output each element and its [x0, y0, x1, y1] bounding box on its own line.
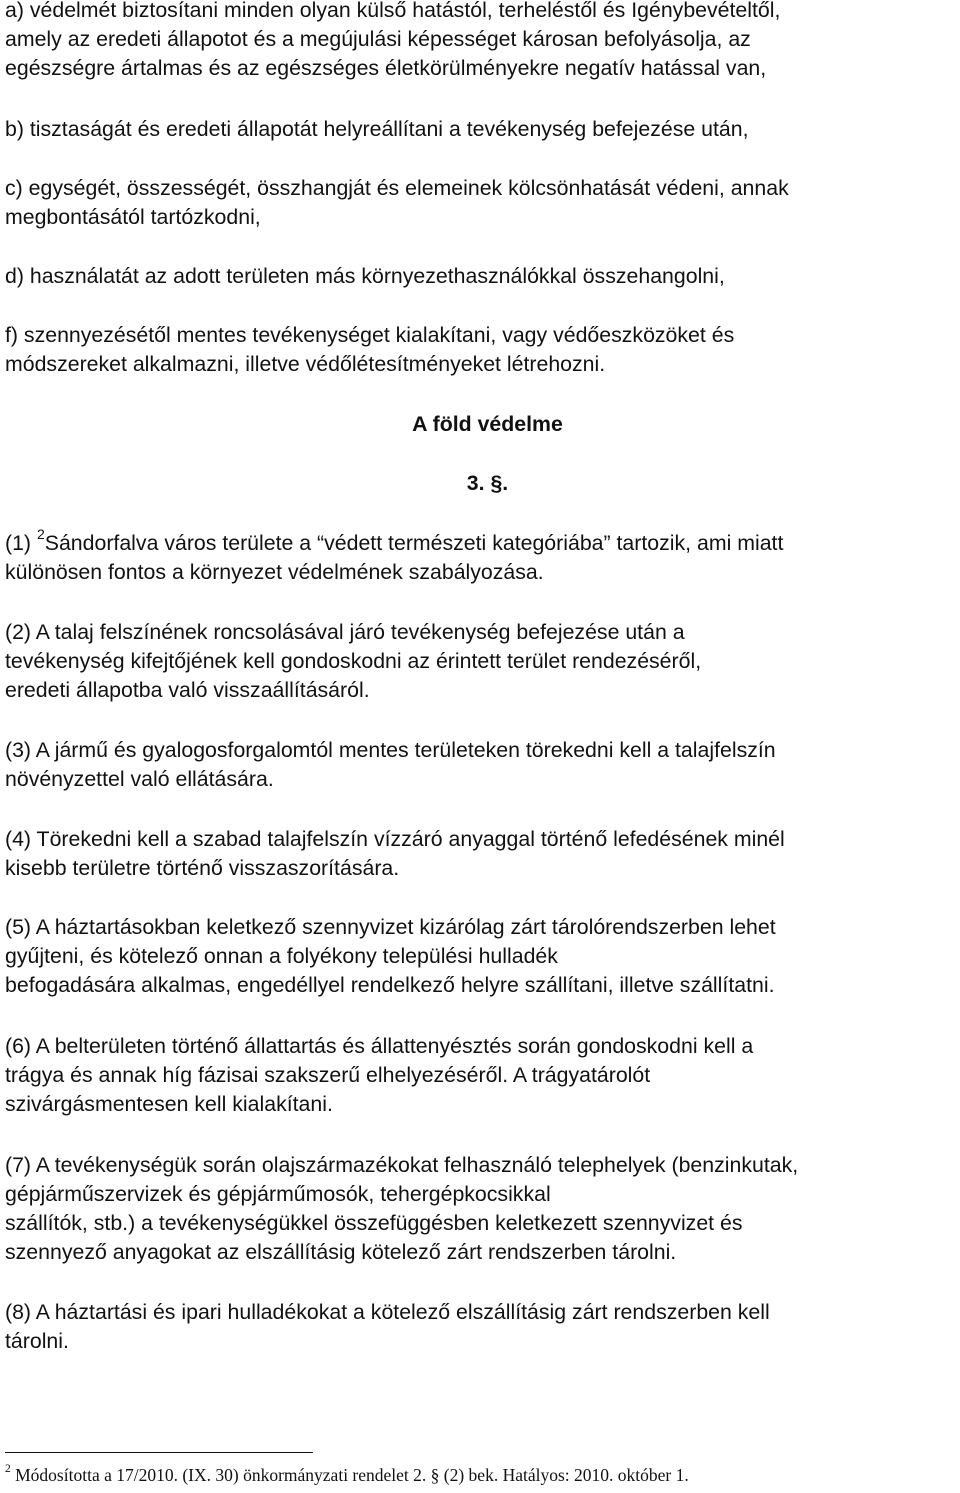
text-run: Sándorfalva város területe a “védett természeti kategóriába” tartozik, ami miatt: [44, 531, 784, 555]
text-line: szivárgásmentesen kell kialakítani.: [5, 1092, 333, 1116]
footnote-text: Módosította a 17/2010. (IX. 30) önkormányzati rendelet 2. § (2) bek. Hatályos: 2010. október 1.: [10, 1465, 689, 1485]
text-line: eredeti állapotba való visszaállításáról.: [5, 678, 370, 702]
paragraph-6: [5, 1032, 955, 1119]
text-line: (7) A tevékenységük során olajszármazékokat felhasználó telephelyek (benzinkutak,: [5, 1153, 799, 1177]
paragraph-2: [5, 618, 955, 705]
paragraph-8: [5, 1298, 955, 1356]
text-line: (3) A jármű és gyalogosforgalomtól mentes területeken törekedni kell a talajfelszín: [5, 738, 776, 762]
text-line: (5) A háztartásokban keletkező szennyvizet kizárólag zárt tárolórendszerben lehet: [5, 915, 776, 939]
text-line: b) tisztaságát és eredeti állapotát helyreállítani a tevékenység befejezése után,: [5, 117, 749, 141]
text-line: (8) A háztartási és ipari hulladékokat a kötelező elszállításig zárt rendszerben kell: [5, 1300, 770, 1324]
list-item-c: [5, 174, 955, 232]
paragraph-3: [5, 736, 955, 794]
text-line: a) védelmét biztosítani minden olyan külső hatástól, terheléstől és Igénybevételtől,: [5, 0, 781, 22]
paragraph-number: (1): [5, 531, 37, 555]
section-number: 3. §.: [466, 471, 509, 495]
footnote-marker: 2: [5, 1463, 11, 1476]
text-line: trágya és annak híg fázisai szakszerű elhelyezéséről. A trágyatárolót: [5, 1063, 651, 1087]
text-line: f) szennyezésétől mentes tevékenységet kialakítani, vagy védőeszközöket és: [5, 323, 735, 347]
text-line: amely az eredeti állapotot és a megújulási képességet károsan befolyásolja, az: [5, 27, 751, 51]
paragraph-4: [5, 825, 955, 883]
list-item-b: [5, 115, 955, 144]
text-line: d) használatát az adott területen más környezethasználókkal összehangolni,: [5, 264, 725, 288]
text-line: [5, 525, 955, 558]
list-item-f: [5, 321, 955, 379]
footnote-reference[interactable]: 2: [36, 525, 45, 542]
text-line: c) egységét, összességét, összhangját és elemeinek kölcsönhatását védeni, annak: [5, 176, 789, 200]
text-line: (6) A belterületen történő állattartás és állattenyésztés során gondoskodni kell a: [5, 1034, 754, 1058]
paragraph-1: [5, 525, 955, 587]
text-line: (4) Törekedni kell a szabad talajfelszín vízzáró anyaggal történő lefedésének minél: [5, 827, 785, 851]
text-line: gyűjteni, és kötelező onnan a folyékony települési hulladék: [5, 944, 558, 968]
text-line: egészségre ártalmas és az egészséges életkörülményekre negatív hatással van,: [5, 56, 767, 80]
text-line: tevékenység kifejtőjének kell gondoskodni az érintett terület rendezéséről,: [5, 649, 702, 673]
text-line: szállítók, stb.) a tevékenységükkel összefüggésben keletkezett szennyvizet és: [5, 1211, 743, 1235]
text-line: tárolni.: [5, 1329, 69, 1353]
text-line: növényzettel való ellátására.: [5, 767, 274, 791]
text-line: kisebb területre történő visszaszorítására.: [5, 856, 400, 880]
text-line: gépjárműszervizek és gépjárműmosók, tehergépkocsikkal: [5, 1182, 551, 1206]
text-line: módszereket alkalmazni, illetve védőlétesítményeket létrehozni.: [5, 352, 606, 376]
paragraph-7: [5, 1151, 955, 1267]
footnote: [5, 1463, 689, 1487]
text-line: (2) A talaj felszínének roncsolásával járó tevékenység befejezése után a: [5, 620, 685, 644]
list-item-d: [5, 262, 955, 291]
paragraph-5: [5, 913, 955, 1000]
text-line: befogadására alkalmas, engedéllyel rendelkező helyre szállítani, illetve szállítatni.: [5, 973, 775, 997]
footnote-separator: [5, 1452, 313, 1453]
list-item-a: [5, 0, 955, 83]
section-title: A föld védelme: [412, 412, 563, 436]
text-line: különösen fontos a környezet védelmének szabályozása.: [5, 560, 544, 584]
text-line: megbontásától tartózkodni,: [5, 205, 261, 229]
text-line: szennyező anyagokat az elszállításig kötelező zárt rendszerben tárolni.: [5, 1240, 677, 1264]
